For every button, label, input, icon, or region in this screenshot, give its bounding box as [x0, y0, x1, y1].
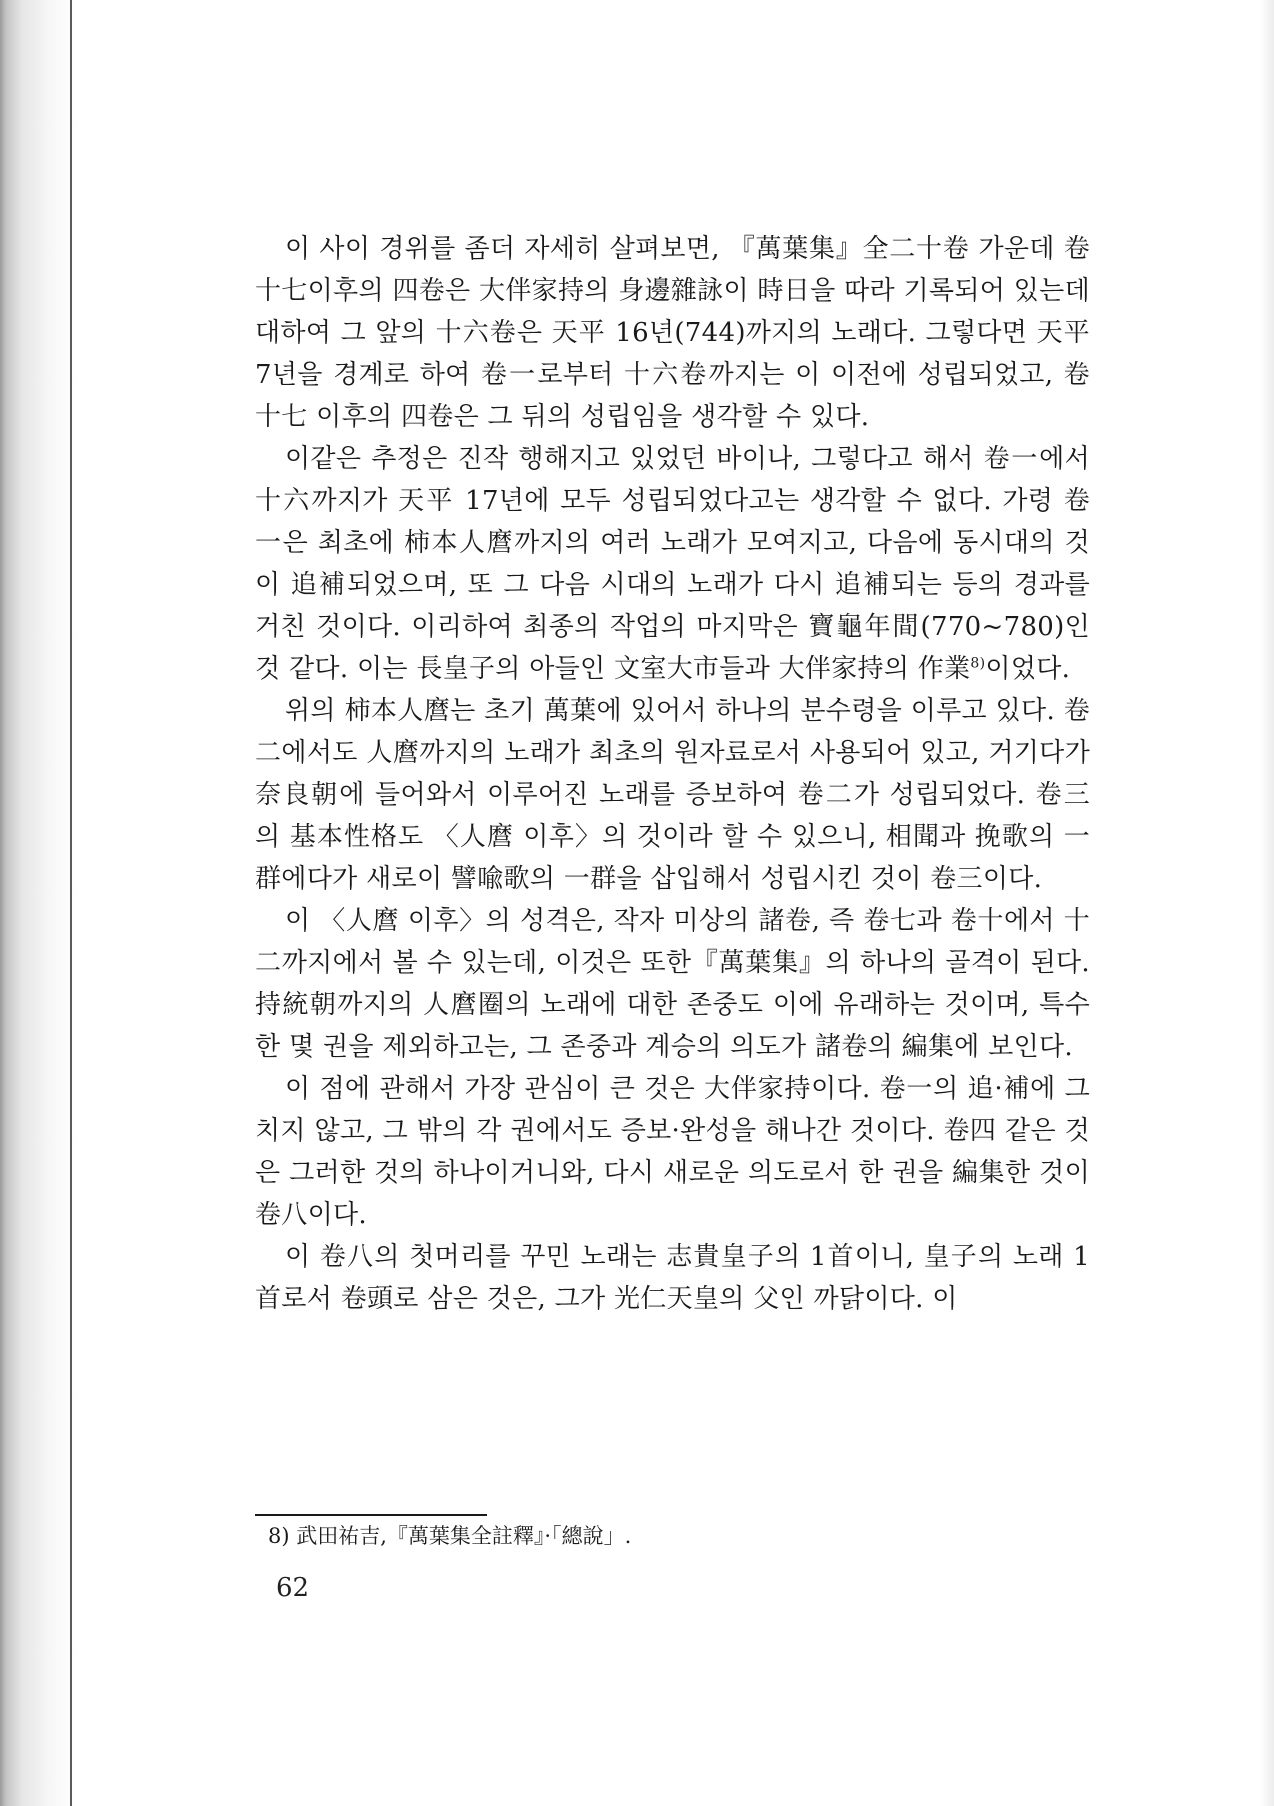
footnote-divider	[255, 1514, 487, 1516]
footnote-reference[interactable]: 8)	[970, 655, 986, 672]
paragraph-1: 이 사이 경위를 좀더 자세히 살펴보면, 『萬葉集』全二十卷 가운데 卷十七이후의 四卷은 大伴家持의 身邊雜詠이 時日을 따라 기록되어 있는데 대하여 그 앞의 十六卷은 天平 16년(744)까지의 노래다. 그렇다면 天平 7년을 경계로 하여 卷一로부터 十六卷까지는 이 이전에 성립되었고, 卷十七 이후의 四卷은 그 뒤의 성립임을 생각할 수 있다.	[255, 234, 1090, 432]
paragraph-2-text: 이같은 추정은 진작 행해지고 있었던 바이나, 그렇다고 해서 卷一에서 十六까지가 天平 17년에 모두 성립되었다고는 생각할 수 없다. 가령 卷一은 최초에 柿本人麿까지의 여러 노래가 모여지고, 다음에 동시대의 것이 追補되었으며, 또 그 다음 시대의 노래가 다시 追補되는 등의 경과를 거친 것이다. 이리하여 최종의 작업의 마지막은 寶龜年間(770~780)인 것 같다. 이는 長皇子의 아들인 文室大市들과 大伴家持의 作業	[255, 444, 1090, 684]
paragraph-6: 이 卷八의 첫머리를 꾸민 노래는 志貴皇子의 1首이니, 皇子의 노래 1首로서 卷頭로 삼은 것은, 그가 光仁天皇의 父인 까닭이다. 이	[255, 1242, 1090, 1314]
paragraph-5: 이 점에 관해서 가장 관심이 큰 것은 大伴家持이다. 卷一의 追·補에 그치지 않고, 그 밖의 각 권에서도 증보·완성을 해나간 것이다. 卷四 같은 것은 그러한 것의 하나이거니와, 다시 새로운 의도로서 한 권을 編集한 것이 卷八이다.	[255, 1074, 1090, 1230]
page-left-edge	[70, 0, 72, 1806]
page-right-edge	[1260, 0, 1274, 1806]
page-body	[255, 228, 1090, 1320]
paragraph-2	[255, 438, 1090, 690]
footnote-8: 8) 武田祐吉,『萬葉集全註釋』·「總說」.	[268, 1524, 632, 1548]
paragraph-3: 위의 柿本人麿는 초기 萬葉에 있어서 하나의 분수령을 이루고 있다. 卷二에서도 人麿까지의 노래가 최초의 원자료로서 사용되어 있고, 거기다가 奈良朝에 들어와서 이루어진 노래를 증보하여 卷二가 성립되었다. 卷三의 基本性格도 〈人麿 이후〉의 것이라 할 수 있으니, 相聞과 挽歌의 一群에다가 새로이 譬喩歌의 一群을 삽입해서 성립시킨 것이 卷三이다.	[255, 696, 1090, 894]
paragraph-4: 이 〈人麿 이후〉의 성격은, 작자 미상의 諸卷, 즉 卷七과 卷十에서 十二까지에서 볼 수 있는데, 이것은 또한『萬葉集』의 하나의 골격이 된다. 持統朝까지의 人麿圈의 노래에 대한 존중도 이에 유래하는 것이며, 특수한 몇 권을 제외하고는, 그 존중과 계승의 의도가 諸卷의 編集에 보인다.	[255, 906, 1090, 1062]
page-number: 62	[276, 1573, 310, 1603]
page-binding-shadow	[0, 0, 78, 1806]
paragraph-2-tail: 이었다.	[985, 654, 1071, 684]
